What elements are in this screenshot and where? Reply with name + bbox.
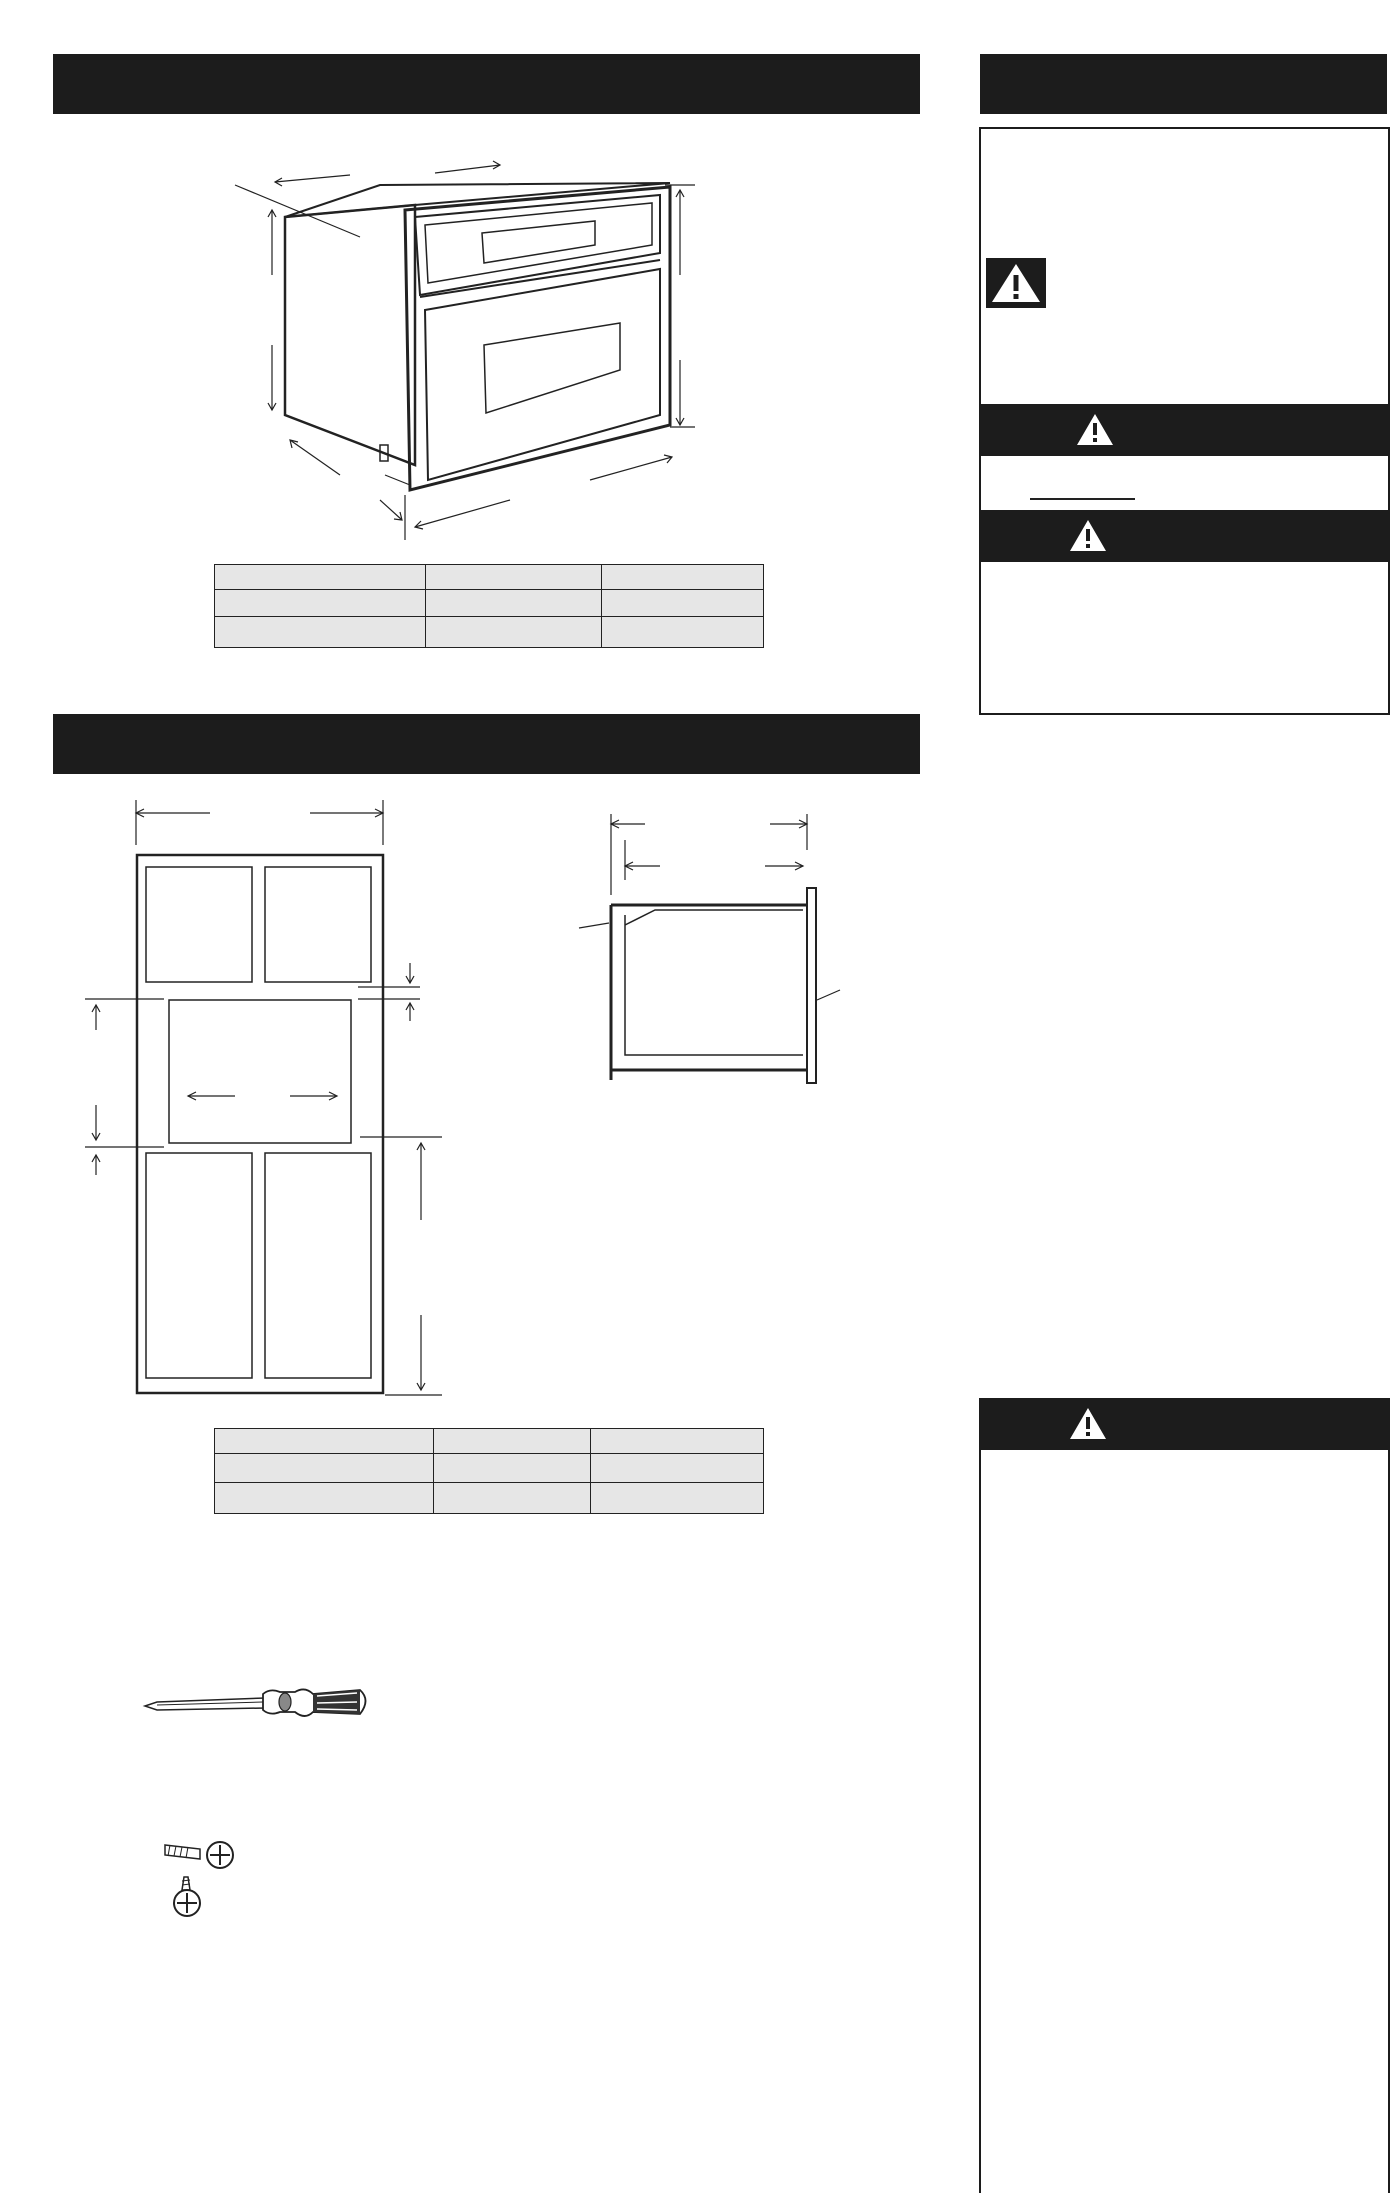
table-row (215, 1483, 764, 1514)
section-header-bar-cabinet (53, 714, 920, 774)
table-cell (434, 1429, 591, 1454)
warning-triangle-icon (1068, 518, 1108, 553)
table-cell (602, 617, 764, 648)
screws-icon (160, 1835, 240, 1920)
table-row (215, 617, 764, 648)
table-cell (215, 1454, 434, 1483)
warning-bar (979, 510, 1390, 562)
screwdriver-icon (145, 1680, 370, 1730)
table-cell (215, 590, 426, 617)
table-cell (215, 1429, 434, 1454)
table-cell (591, 1454, 764, 1483)
table-cell (591, 1483, 764, 1514)
cabinet-side-illustration (575, 810, 855, 1090)
cabinet-dimensions-table (214, 1428, 764, 1514)
warning-bar-lower (979, 1398, 1390, 1450)
side-header-bar (980, 54, 1387, 114)
oven-illustration (240, 145, 700, 545)
cabinet-front-illustration (80, 795, 460, 1405)
product-dimensions-table (214, 564, 764, 648)
table-row (215, 565, 764, 590)
table-cell (602, 565, 764, 590)
table-row (215, 1454, 764, 1483)
danger-bar (979, 404, 1390, 456)
table-cell (426, 565, 602, 590)
warning-triangle-icon (1075, 412, 1115, 447)
table-row (215, 590, 764, 617)
table-cell (215, 617, 426, 648)
table-cell (602, 590, 764, 617)
divider-line (1030, 498, 1135, 500)
table-cell (591, 1429, 764, 1454)
section-header-bar-product (53, 54, 920, 114)
table-cell (426, 617, 602, 648)
table-cell (426, 590, 602, 617)
table-row (215, 1429, 764, 1454)
warning-triangle-icon (1068, 1406, 1108, 1441)
table-cell (434, 1454, 591, 1483)
table-cell (215, 565, 426, 590)
table-cell (434, 1483, 591, 1514)
warning-box-lower (979, 1398, 1390, 2193)
warning-triangle-icon (986, 258, 1046, 308)
table-cell (215, 1483, 434, 1514)
